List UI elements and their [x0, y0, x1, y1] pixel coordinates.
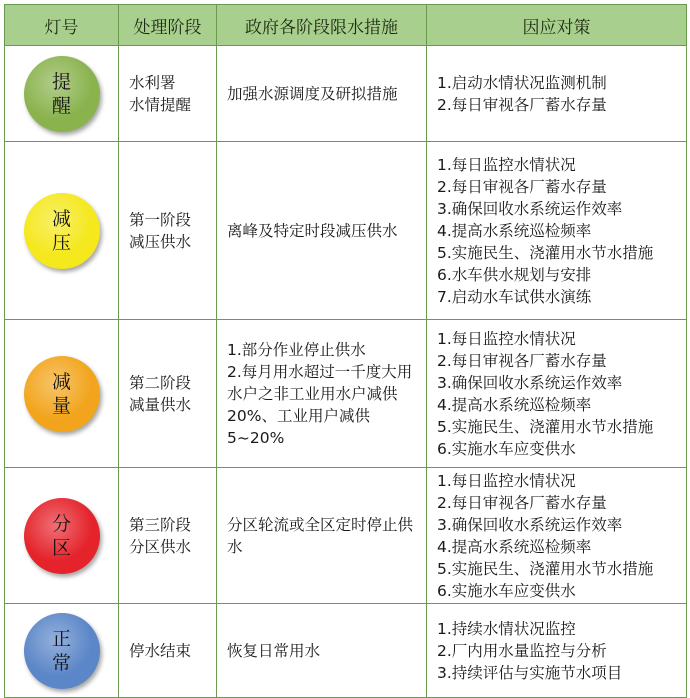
- measure-cell: [217, 142, 427, 320]
- signal-light-label: 减量: [51, 370, 71, 417]
- action-cell: [427, 468, 687, 604]
- signal-light-circle: [24, 613, 100, 689]
- stage-line: 第二阶段: [129, 373, 192, 392]
- action-item: 1.启动水情状况监测机制: [437, 73, 607, 92]
- action-cell: [427, 320, 687, 468]
- action-item: 3.持续评估与实施节水项目: [437, 663, 623, 682]
- light-cell: [5, 142, 119, 320]
- stage-line: 水情提醒: [129, 95, 192, 114]
- table-row: [5, 142, 687, 320]
- action-cell: [427, 46, 687, 142]
- table-row: [5, 320, 687, 468]
- measure-item: 2.每月用水超过一千度大用水户之非工业用水户减供 20%、工业用户减供 5~20%: [227, 362, 413, 447]
- stage-line: 第三阶段: [129, 515, 192, 534]
- action-cell: [427, 604, 687, 698]
- measure-item: 离峰及特定时段减压供水: [227, 221, 398, 240]
- header-light: 灯号: [5, 5, 119, 46]
- table-row: [5, 468, 687, 604]
- stage-line: 停水结束: [129, 641, 192, 660]
- action-item: 7.启动水车试供水演练: [437, 287, 592, 306]
- action-item: 5.实施民生、浇灌用水节水措施: [437, 243, 654, 262]
- action-item: 4.提高水系统巡检频率: [437, 537, 592, 556]
- light-cell: [5, 46, 119, 142]
- action-item: 1.每日监控水情状况: [437, 155, 576, 174]
- measure-cell: [217, 604, 427, 698]
- measure-item: 恢复日常用水: [227, 641, 321, 660]
- signal-light-circle: [24, 356, 100, 432]
- light-cell: [5, 468, 119, 604]
- signal-light-circle: [24, 56, 100, 132]
- light-cell: [5, 320, 119, 468]
- action-item: 3.确保回收水系统运作效率: [437, 199, 623, 218]
- table-row: [5, 46, 687, 142]
- action-item: 4.提高水系统巡检频率: [437, 395, 592, 414]
- measure-item: 1.部分作业停止供水: [227, 340, 366, 359]
- action-item: 5.实施民生、浇灌用水节水措施: [437, 417, 654, 436]
- measure-cell: [217, 46, 427, 142]
- signal-light-label: 提醒: [51, 70, 71, 117]
- stage-cell: [119, 46, 217, 142]
- stage-line: 分区供水: [129, 537, 192, 556]
- action-item: 2.每日审视各厂蓄水存量: [437, 351, 607, 370]
- light-cell: [5, 604, 119, 698]
- action-item: 2.每日审视各厂蓄水存量: [437, 95, 607, 114]
- stage-line: 第一阶段: [129, 210, 192, 229]
- measure-item: 分区轮流或全区定时停止供水: [227, 515, 414, 556]
- action-item: 3.确保回收水系统运作效率: [437, 373, 623, 392]
- signal-light-circle: [24, 498, 100, 574]
- stage-cell: [119, 320, 217, 468]
- stage-line: 减量供水: [129, 395, 192, 414]
- stage-cell: [119, 604, 217, 698]
- stage-line: 减压供水: [129, 232, 192, 251]
- signal-light-circle: [24, 193, 100, 269]
- action-item: 5.实施民生、浇灌用水节水措施: [437, 559, 654, 578]
- action-item: 3.确保回收水系统运作效率: [437, 515, 623, 534]
- header-measures: 政府各阶段限水措施: [217, 5, 427, 46]
- action-item: 6.实施水车应变供水: [437, 439, 576, 458]
- header-stage: 处理阶段: [119, 5, 217, 46]
- header-actions: 因应对策: [427, 5, 687, 46]
- action-cell: [427, 142, 687, 320]
- measure-cell: [217, 320, 427, 468]
- signal-light-label: 分区: [51, 512, 71, 559]
- action-item: 2.厂内用水量监控与分析: [437, 641, 607, 660]
- action-item: 2.每日审视各厂蓄水存量: [437, 493, 607, 512]
- table-row: [5, 604, 687, 698]
- measure-item: 加强水源调度及研拟措施: [227, 84, 398, 103]
- action-item: 1.每日监控水情状况: [437, 471, 576, 490]
- action-item: 1.持续水情状况监控: [437, 619, 576, 638]
- action-item: 2.每日审视各厂蓄水存量: [437, 177, 607, 196]
- action-item: 6.水车供水规划与安排: [437, 265, 592, 284]
- measure-cell: [217, 468, 427, 604]
- stage-line: 水利署: [129, 73, 176, 92]
- signal-light-label: 正常: [51, 627, 71, 674]
- action-item: 1.每日监控水情状况: [437, 329, 576, 348]
- signal-light-label: 减压: [51, 207, 71, 254]
- water-restriction-table: [4, 4, 687, 698]
- stage-cell: [119, 468, 217, 604]
- action-item: 6.实施水车应变供水: [437, 581, 576, 600]
- stage-cell: [119, 142, 217, 320]
- header-row: [5, 5, 687, 46]
- action-item: 4.提高水系统巡检频率: [437, 221, 592, 240]
